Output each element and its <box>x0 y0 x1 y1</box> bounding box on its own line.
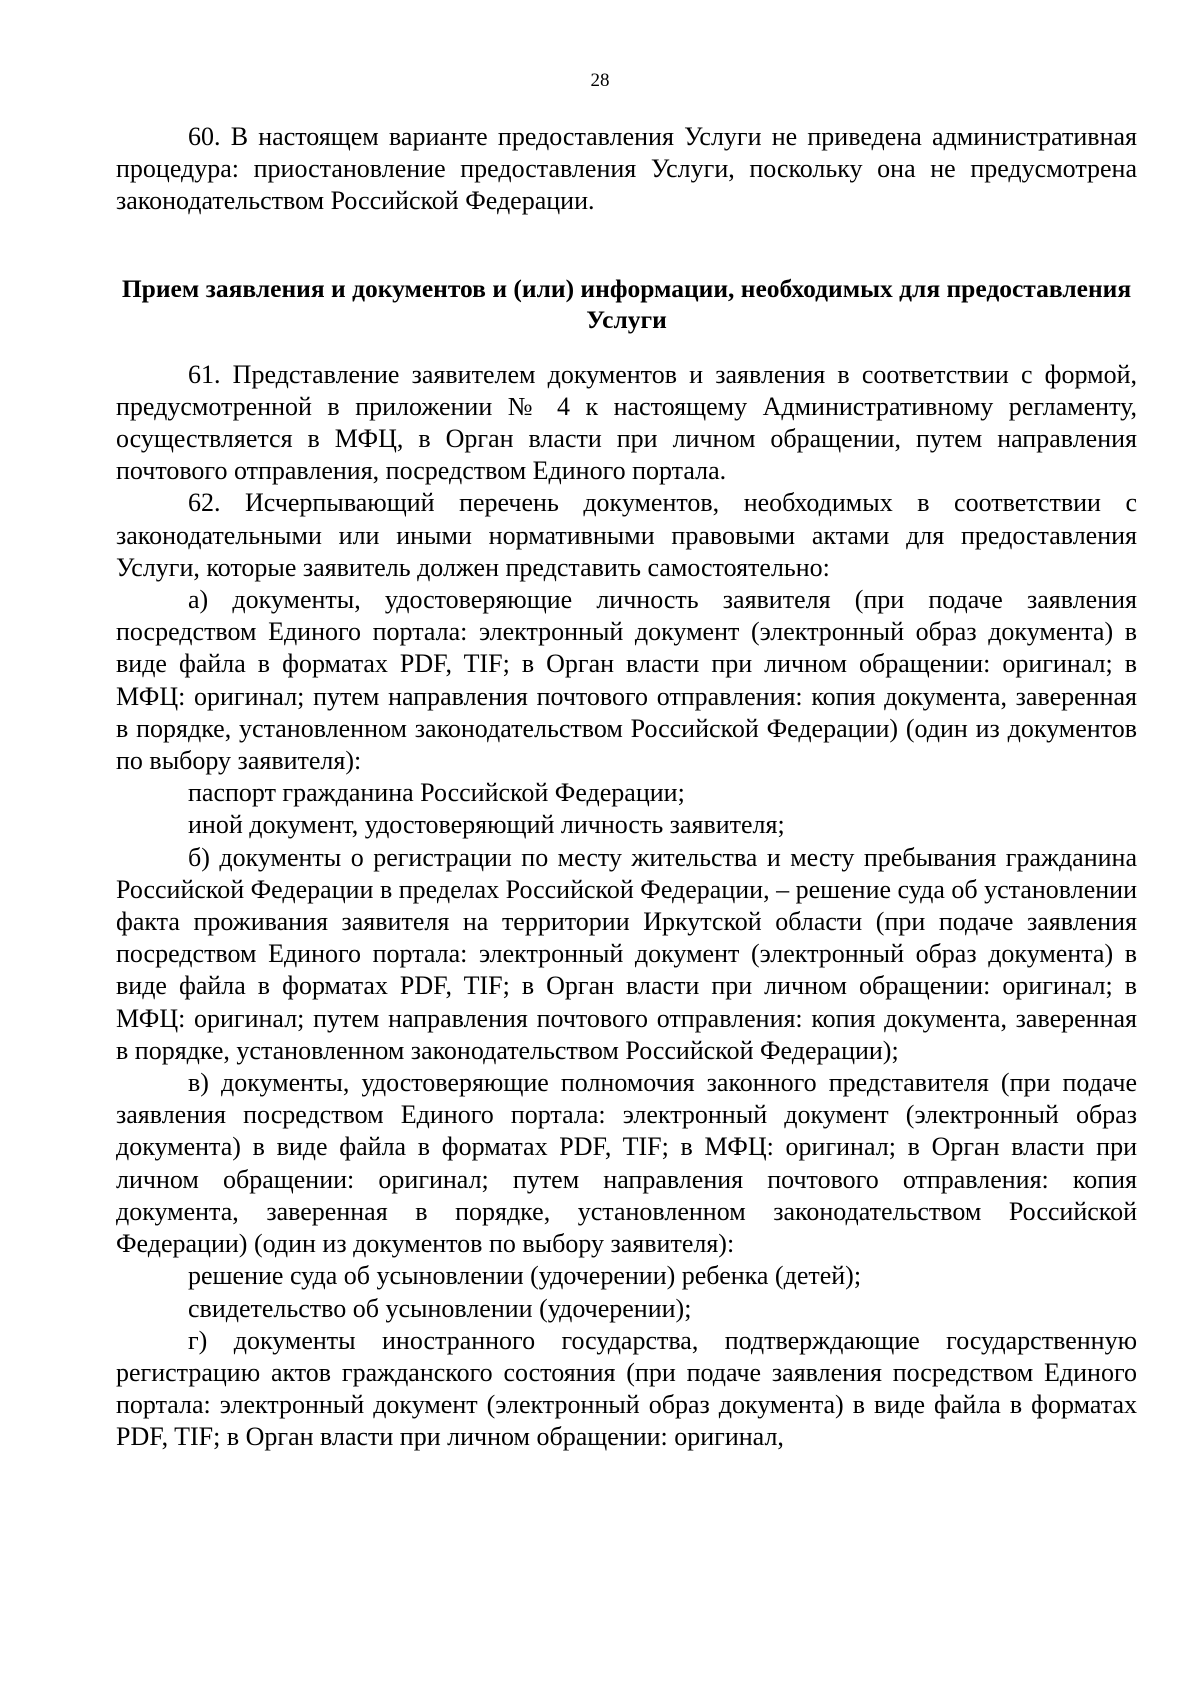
item-g: г) документы иностранного государства, подтверждающие государственную регистрацию актов гражданского состояния (при подаче заявления посредством Единого портала: электронный документ (электронный образ документа) в виде файла в форматах PDF, TIF; в Орган власти при личном обращении: оригинал, <box>116 1325 1137 1452</box>
item-v-option-2: свидетельство об усыновлении (удочерении); <box>188 1293 692 1323</box>
paragraph-60: 60. В настоящем варианте предоставления Услуги не приведена административная процедура: приостановление предоставления Услуги, поскольку она не предусмотрена законодательством Российской Федерации. <box>116 122 1137 216</box>
item-b: б) документы о регистрации по месту жительства и месту пребывания гражданина Российской Федерации в пределах Российской Федерации, – решение суда об установлении факта проживания заявителя на территории Иркутской области (при подаче заявления посредством Единого портала: электронный документ (электронный образ документа) в виде файла в форматах PDF, TIF; в Орган власти при личном обращении: оригинал; в МФЦ: оригинал; путем направления почтового отправления: копия документа, заверенная в порядке, установленном законодательством Российской Федерации); <box>116 842 1137 1065</box>
item-v: в) документы, удостоверяющие полномочия законного представителя (при подаче заявления посредством Единого портала: электронный документ (электронный образ документа) в виде файла в форматах PDF, TIF; в МФЦ: оригинал; в Орган власти при личном обращении: оригинал; путем направления почтового отправления: копия документа, заверенная в порядке, установленном законодательством Российской Федерации) (один из документов по выбору заявителя): <box>116 1068 1137 1259</box>
paragraph-62: 62. Исчерпывающий перечень документов, необходимых в соответствии с законодательными или иными нормативными правовыми актами для предоставления Услуги, которые заявитель должен представить самостоятельно: <box>116 488 1137 582</box>
item-v-option-1: решение суда об усыновлении (удочерении) ребенка (детей); <box>188 1261 862 1291</box>
paragraph-61: 61. Представление заявителем документов и заявления в соответствии с формой, предусмотренной в приложении № 4 к настоящему Административному регламенту, осуществляется в МФЦ, в Орган власти при личном обращении, путем направления почтового отправления, посредством Единого портала. <box>116 359 1137 486</box>
item-a-option-1: паспорт гражданина Российской Федерации; <box>188 778 685 808</box>
item-a-option-2: иной документ, удостоверяющий личность заявителя; <box>188 810 785 840</box>
document-body <box>116 121 1137 1454</box>
section-heading: Прием заявления и документов и (или) информации, необходимых для предоставления Услуги <box>121 273 1132 334</box>
page-number: 28 <box>590 70 610 91</box>
item-a: а) документы, удостоверяющие личность заявителя (при подаче заявления посредством Единого портала: электронный документ (электронный образ документа) в виде файла в форматах PDF, TIF; в Орган власти при личном обращении: оригинал; в МФЦ: оригинал; путем направления почтового отправления: копия документа, заверенная в порядке, установленном законодательством Российской Федерации) (один из документов по выбору заявителя): <box>116 585 1137 776</box>
